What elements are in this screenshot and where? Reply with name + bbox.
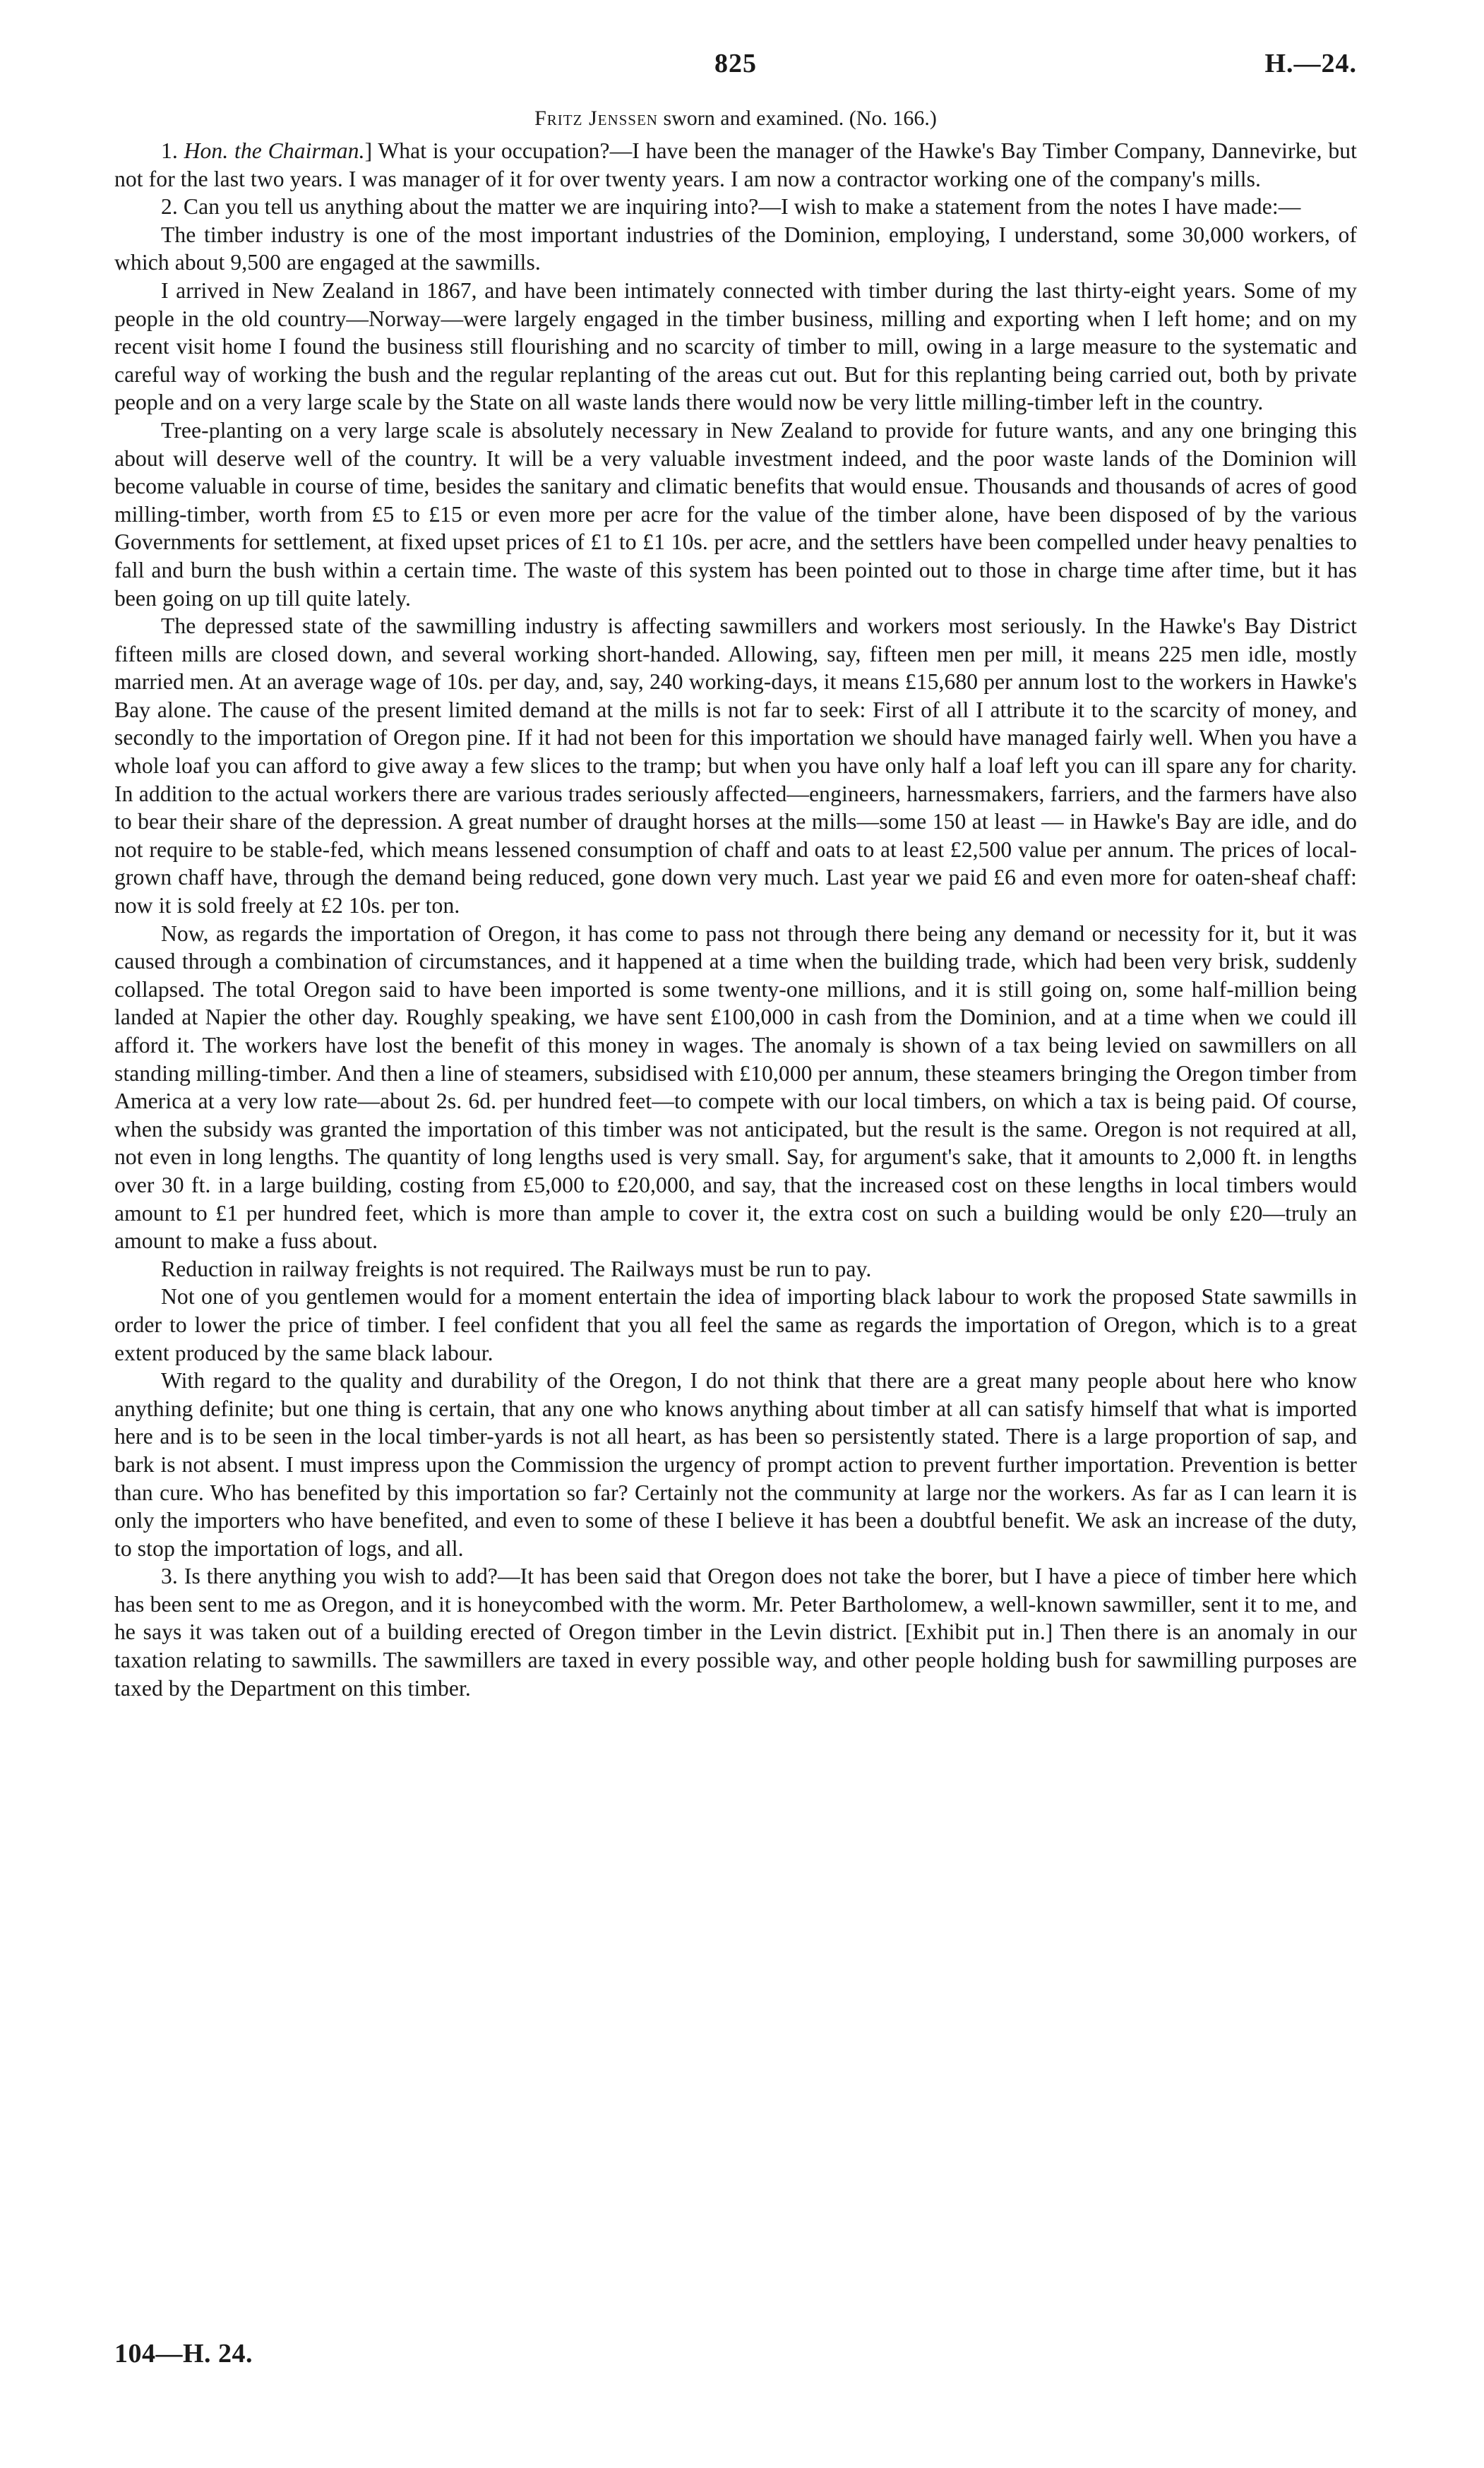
paragraph: With regard to the quality and durability of the Oregon, I do not think that there are a great many people about here who know anything definite; but one thing is certain, that any one who knows anything about timber at all can satisfy himself that what is imported here and is to be seen in the local timber-yards is not all heart, as has been so persistently stated. There is a large proportion of sap, and bark is not absent. I must impress upon the Commission the urgency of prompt action to prevent further importation. Prevention is better than cure. Who has benefited by this importation so far? Certainly not the community at large nor the workers. As far as I can learn it is only the importers who have benefited, and even to some of these I believe it has been a doubtful benefit. We ask an increase of the duty, to stop the importation of logs, and all. [114,1368,1357,1561]
document-reference: H.—24. [1264,49,1357,78]
paragraph: 2. Can you tell us anything about the matter we are inquiring into?—I wish to make a statement from the notes I have made:— [161,194,1301,220]
testimony-body [114,137,1357,1702]
footer-signature-reference: 104—H. 24. [114,2339,253,2368]
paragraph: The timber industry is one of the most important industries of the Dominion, employing, I understand, some 30,000 workers, of which about 9,500 are engaged at the sawmills. [114,222,1357,275]
paragraph: Tree-planting on a very large scale is absolutely necessary in New Zealand to provide for future wants, and any one bringing this about will deserve well of the country. It will be a very valuable investment indeed, and the poor waste lands of the Dominion will become valuable in course of time, besides the sanitary and climatic benefits that would ensue. Thousands and thousands of acres of good milling-timber, worth from £5 to £15 or even more per acre for the value of the timber alone, have been disposed of by the various Governments for settlement, at fixed upset prices of £1 to £1 10s. per acre, and the settlers have been compelled under heavy penalties to fall and burn the bush within a certain time. The waste of this system has been pointed out to those in charge time after time, but it has been going on up till quite lately. [114,417,1357,611]
paragraph: 3. Is there anything you wish to add?—It has been said that Oregon does not take the borer, but I have a piece of timber here which has been sent to me as Oregon, and it is honeycombed with the worm. Mr. Peter Bartholomew, a well-known sawmiller, sent it to me, and he says it was taken out of a building erected of Oregon timber in the Levin district. [Exhibit put in.] Then there is an anomaly in our taxation relating to sawmills. The sawmillers are taxed in every possible way, and other people holding bush for sawmilling purposes are taxed by the Department on this timber. [114,1564,1357,1701]
paragraph: Now, as regards the importation of Oregon, it has come to pass not through there being any demand or necessity for it, but it was caused through a combination of circumstances, and it happened at a time when the building trade, which had been very brisk, suddenly collapsed. The total Oregon said to have been imported is some twenty-one millions, and it is still going on, some half-million being landed at Napier the other day. Roughly speaking, we have sent £100,000 in cash from the Dominion, and at a time when we could ill afford it. The workers have lost the benefit of this money in wages. The anomaly is shown of a tax being levied on sawmillers on all standing milling-timber. And then a line of steamers, subsidised with £10,000 per annum, these steamers bringing the Oregon timber from America at a very low rate—about 2s. 6d. per hundred feet—to compete with our local timbers, on which a tax is being paid. Of course, when the subsidy was granted the importation of this timber was not anticipated, but the result is the same. Oregon is not required at all, not even in long lengths. The quantity of long lengths used is very small. Say, for argument's sake, that it amounts to 2,000 ft. in lengths over 30 ft. in a large building, costing from £5,000 to £20,000, and say, that the increased cost on these lengths in local timbers would amount to £1 per hundred feet, which is more than ample to cover it, the extra cost on such a building would be only £20—truly an amount to make a fuss about. [114,921,1357,1254]
speaker-name: Hon. the Chairman. [184,138,365,163]
paragraph: The depressed state of the sawmilling industry is affecting sawmillers and workers most seriously. In the Hawke's Bay District fifteen mills are closed down, and several working short-handed. Allowing, say, fifteen men per mill, it means 225 men idle, mostly married men. At an average wage of 10s. per day, and, say, 240 working-days, it means £15,680 per annum lost to the workers in Hawke's Bay alone. The cause of the present limited demand at the mills is not far to seek: First of all I attribute it to the scarcity of money, and secondly to the importation of Oregon pine. If it had not been for this importation we should have managed fairly well. When you have a whole loaf you can afford to give away a few slices to the tramp; but when you have only half a loaf left you can ill spare any for charity. In addition to the actual workers there are various trades seriously affected—engineers, harnessmakers, farriers, and the farmers have also to bear their share of the depression. A great number of draught horses at the mills—some 150 at least — in Hawke's Bay are idle, and do not require to be stable-fed, which means lessened consumption of chaff and oats to at least £2,500 value per annum. The prices of local-grown chaff have, through the demand being reduced, gone down very much. Last year we paid £6 and even more for oaten-sheaf chaff: now it is sold freely at £2 10s. per ton. [114,613,1357,918]
document-page [114,42,1357,1702]
witness-name: Fritz Jenssen [534,107,658,130]
paragraph: Reduction in railway freights is not required. The Railways must be run to pay. [161,1256,872,1281]
paragraph: I arrived in New Zealand in 1867, and have been intimately connected with timber during the last thirty-eight years. Some of my people in the old country—Norway—were largely engaged in the timber business, milling and exporting when I left home; and on my recent visit home I found the business still flourishing and no scarcity of timber to mill, owing in a large measure to the systematic and careful way of working the bush and the regular replanting of the areas cut out. But for this replanting being carried out, both by private people and on a very large scale by the State on all waste lands there would now be very little milling-timber left in the country. [114,277,1357,415]
witness-heading-suffix: sworn and examined. (No. 166.) [657,107,937,130]
witness-heading [114,104,1357,133]
page-header [114,42,1357,86]
paragraph: Not one of you gentlemen would for a moment entertain the idea of importing black labour to work the proposed State sawmills in order to lower the price of timber. I feel confident that you all feel the same as regards the importation of Oregon, which is to a great extent produced by the same black labour. [114,1284,1357,1365]
paragraph: 1. Hon. the Chairman.] What is your occupation?—I have been the manager of the Hawke's Bay Timber Company, Dannevirke, but not for the last two years. I was manager of it for over twenty years. I am now a contractor working one of the company's mills. [114,138,1357,191]
page-number: 825 [714,49,757,78]
